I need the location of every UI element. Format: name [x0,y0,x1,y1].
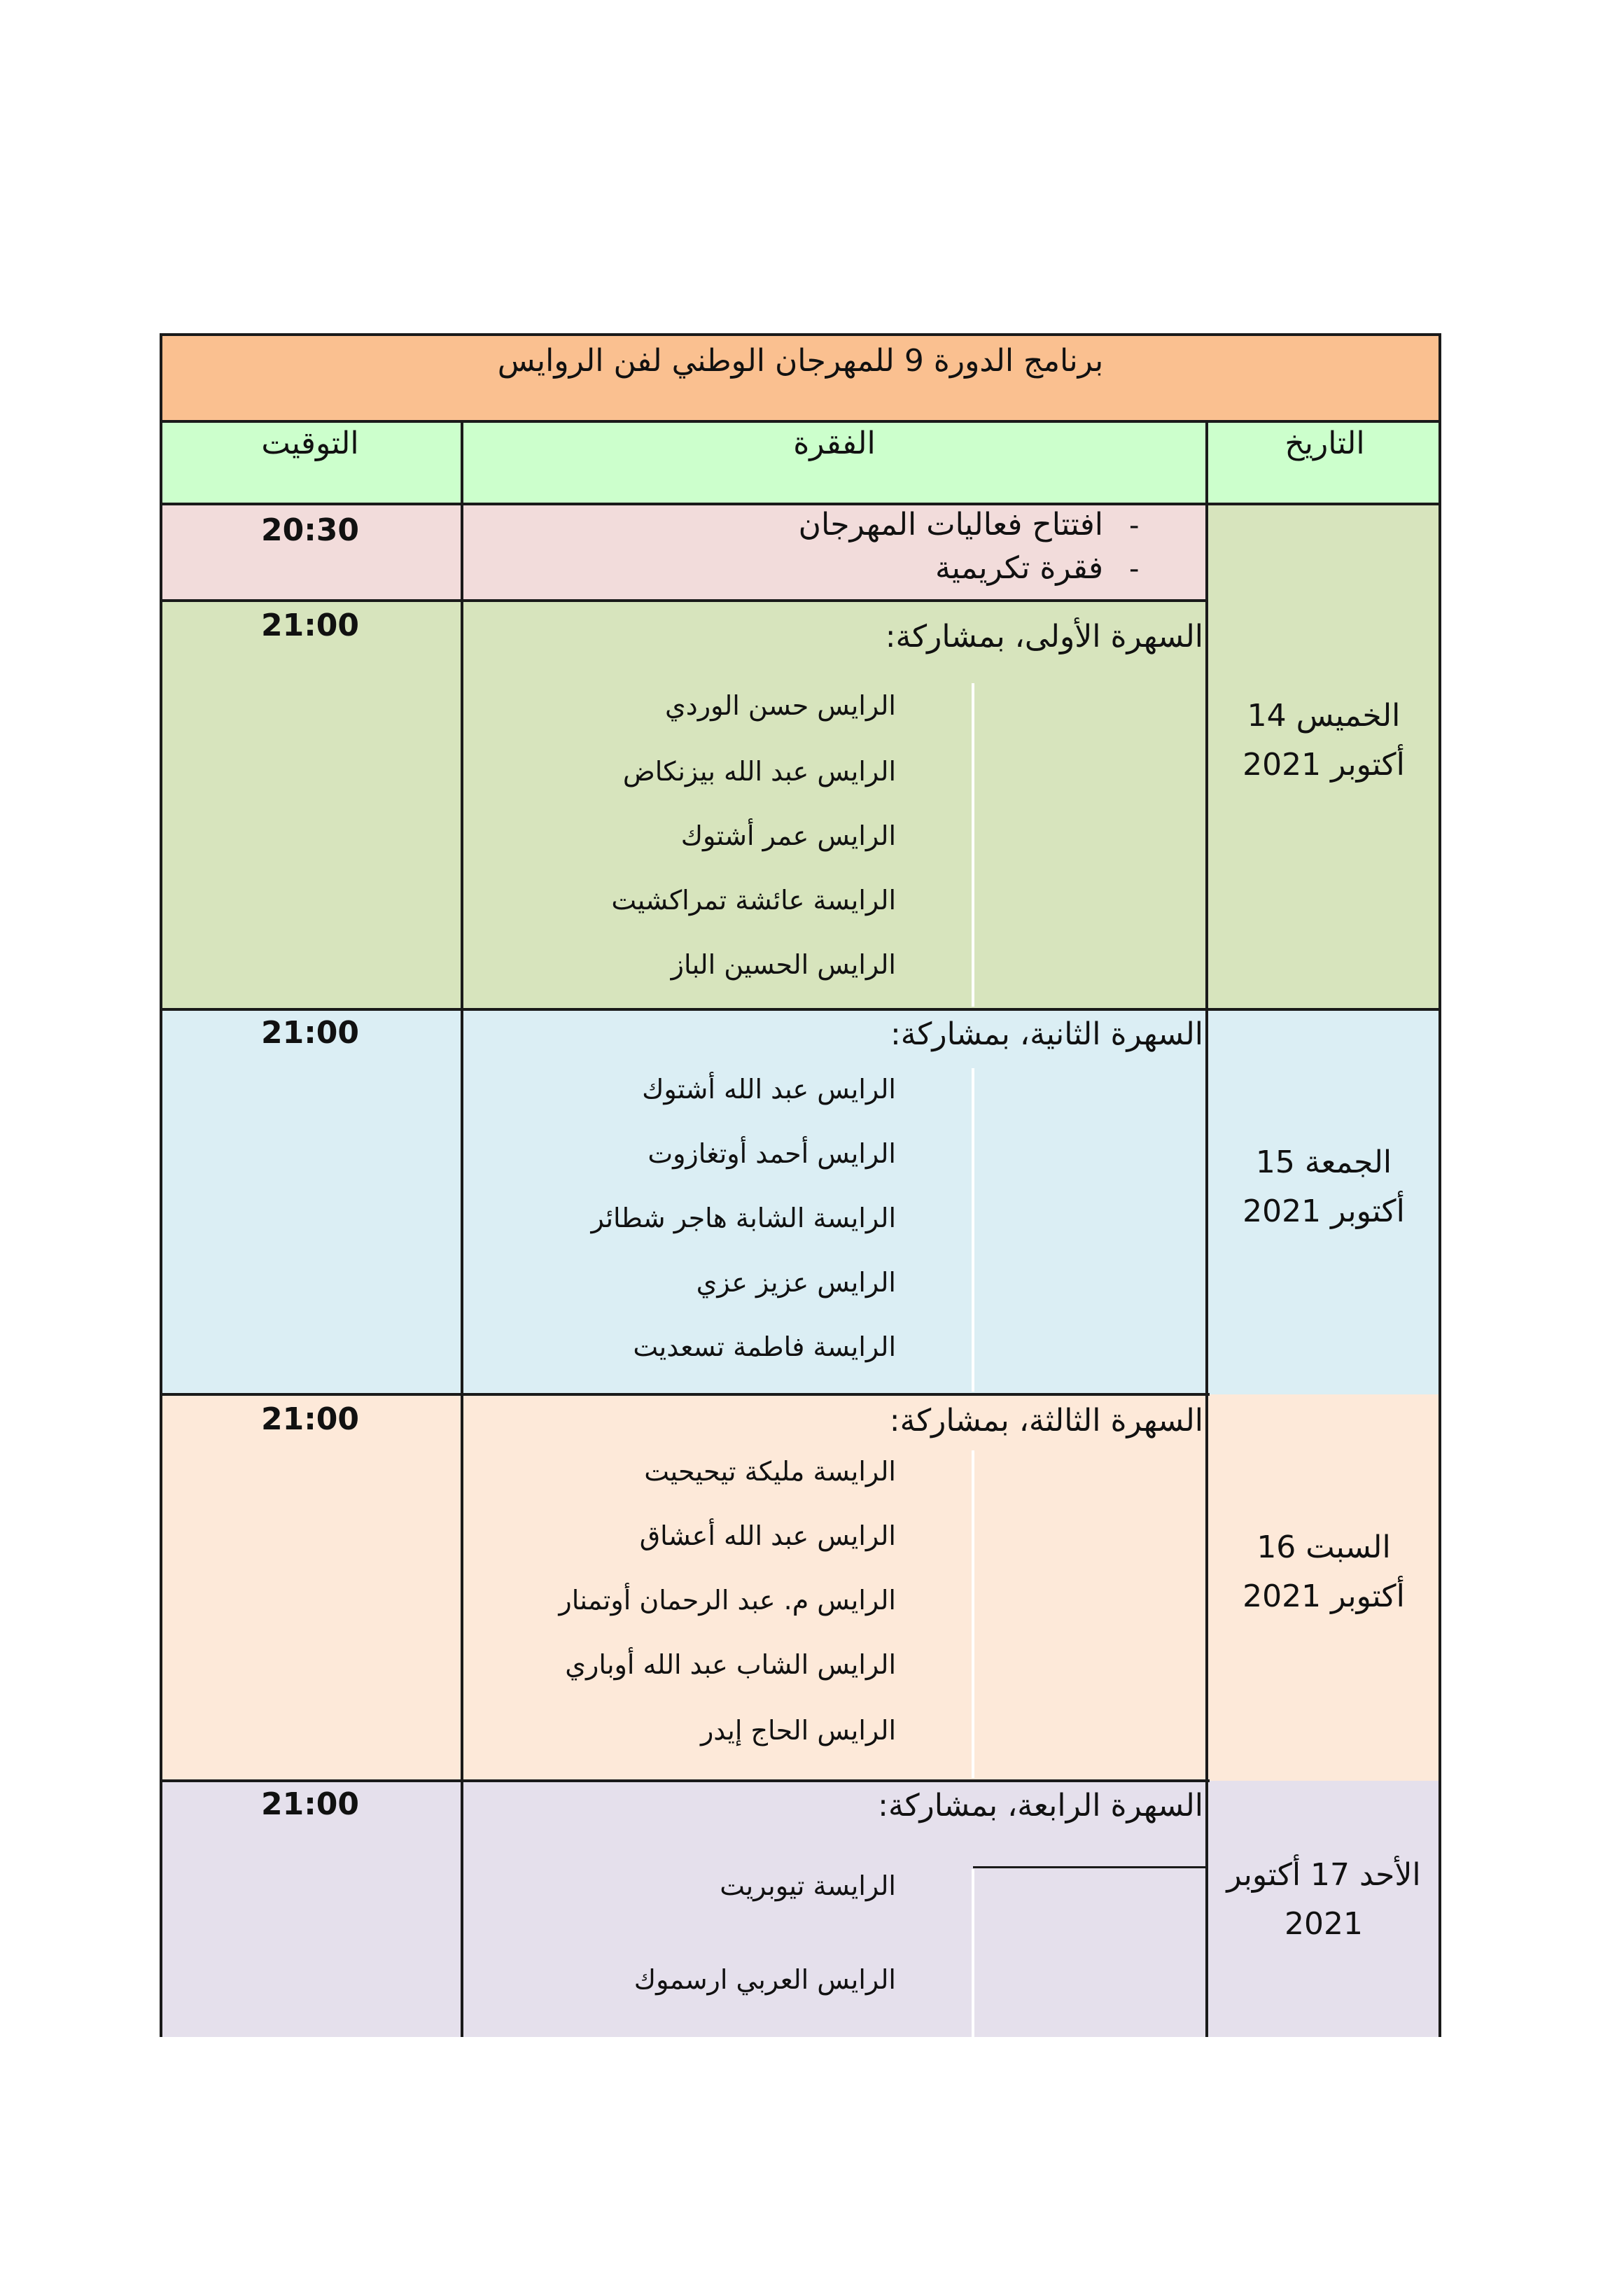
evening-4-artist-1: الرايسة تيوبريت [720,1870,896,1901]
evening-3-date [1212,1523,1436,1621]
rule-header [160,503,1441,505]
evening-3-artist-1: الرايسة مليكة تيحيحيت [644,1456,896,1487]
column-header-time: التوقيت [261,426,359,461]
inner-separator [972,683,974,1007]
opening-item-2: فقرة تكريمية [935,550,1103,586]
bullet-dash: - [1129,553,1140,585]
evening-2-time: 21:00 [260,1015,360,1051]
column-header-date: التاريخ [1284,426,1365,461]
evening-1-date-line2: أكتوبر 2021 [1242,747,1405,783]
evening-2-date [1212,1138,1436,1236]
evening-3-date-line2: أكتوبر 2021 [1242,1578,1405,1614]
evening-1-date [1212,692,1436,790]
evening-3-artist-5: الرايس الحاج إيدر [700,1715,896,1746]
evening-3-artist-4: الرايس الشاب عبد الله أوباري [565,1649,896,1680]
evening-1-row [160,601,1208,1009]
rule-opening [160,599,1208,602]
evening-2-date-line2: أكتوبر 2021 [1242,1194,1405,1229]
inner-separator [972,1068,974,1392]
opening-time: 20:30 [260,512,360,548]
column-divider-date [1205,420,1208,2037]
inner-separator [972,1869,974,2037]
evening-2-artist-5: الرايسة فاطمة تسعديت [633,1331,896,1362]
evening-3-time: 21:00 [260,1401,360,1437]
evening-1-artist-5: الرايس الحسين الباز [671,949,896,980]
evening-2-artist-3: الرايسة الشابة هاجر شطائر [591,1203,896,1233]
evening-1-artist-2: الرايس عبد الله بيزنكاض [622,756,896,787]
evening-1-artist-1: الرايس حسن الوردي [665,690,896,721]
evening-3-date-line1: السبت 16 [1256,1530,1391,1565]
evening-1-time: 21:00 [260,608,360,643]
evening-3-artist-2: الرايس عبد الله أعشاق [639,1520,896,1551]
column-header-item: الفقرة [793,426,876,461]
inner-rule [973,1866,1208,1868]
table-border-right [1438,333,1441,2037]
table-border-top [160,333,1441,336]
evening-1-date-line1: الخميس 14 [1247,698,1401,734]
evening-2-date-line1: الجمعة 15 [1255,1144,1392,1180]
evening-4-artist-2: الرايس العربي ارسموك [634,1964,896,1995]
evening-2-artist-1: الرايس عبد الله أشتوك [642,1074,896,1105]
rule-title [160,420,1441,423]
evening-2-artist-2: الرايس أحمد أوتغازوت [648,1138,896,1169]
evening-1-artist-4: الرايسة عائشة تمراكشيت [611,885,896,916]
rule-evening-2 [160,1393,1210,1396]
evening-4-date-line2: 2021 [1284,1906,1363,1942]
column-divider-time [461,420,463,2037]
opening-item-1: افتتاح فعاليات المهرجان [798,507,1103,542]
evening-1-artist-3: الرايس عمر أشتوك [680,820,896,851]
evening-4-date-line1: الأحد 17 أكتوبر [1226,1857,1421,1893]
evening-2-heading: السهرة الثانية، بمشاركة: [890,1016,1203,1052]
evening-3-artist-3: الرايس م. عبد الرحمان أوتمنار [559,1585,896,1616]
evening-3-heading: السهرة الثالثة، بمشاركة: [889,1403,1203,1438]
table-title: برنامج الدورة 9 للمهرجان الوطني لفن الروايس [497,343,1104,379]
table-border-left [160,333,162,2037]
evening-1-heading: السهرة الأولى، بمشاركة: [885,619,1203,654]
evening-4-date [1212,1851,1436,1949]
rule-evening-1 [160,1008,1441,1011]
evening-4-time: 21:00 [260,1786,360,1822]
bullet-dash: - [1129,510,1140,542]
evening-2-artist-4: الرايس عزيز عزي [696,1267,896,1298]
program-table [160,333,1441,2037]
inner-separator [972,1450,974,1778]
evening-4-heading: السهرة الرابعة، بمشاركة: [878,1788,1203,1823]
rule-evening-3 [160,1779,1210,1782]
